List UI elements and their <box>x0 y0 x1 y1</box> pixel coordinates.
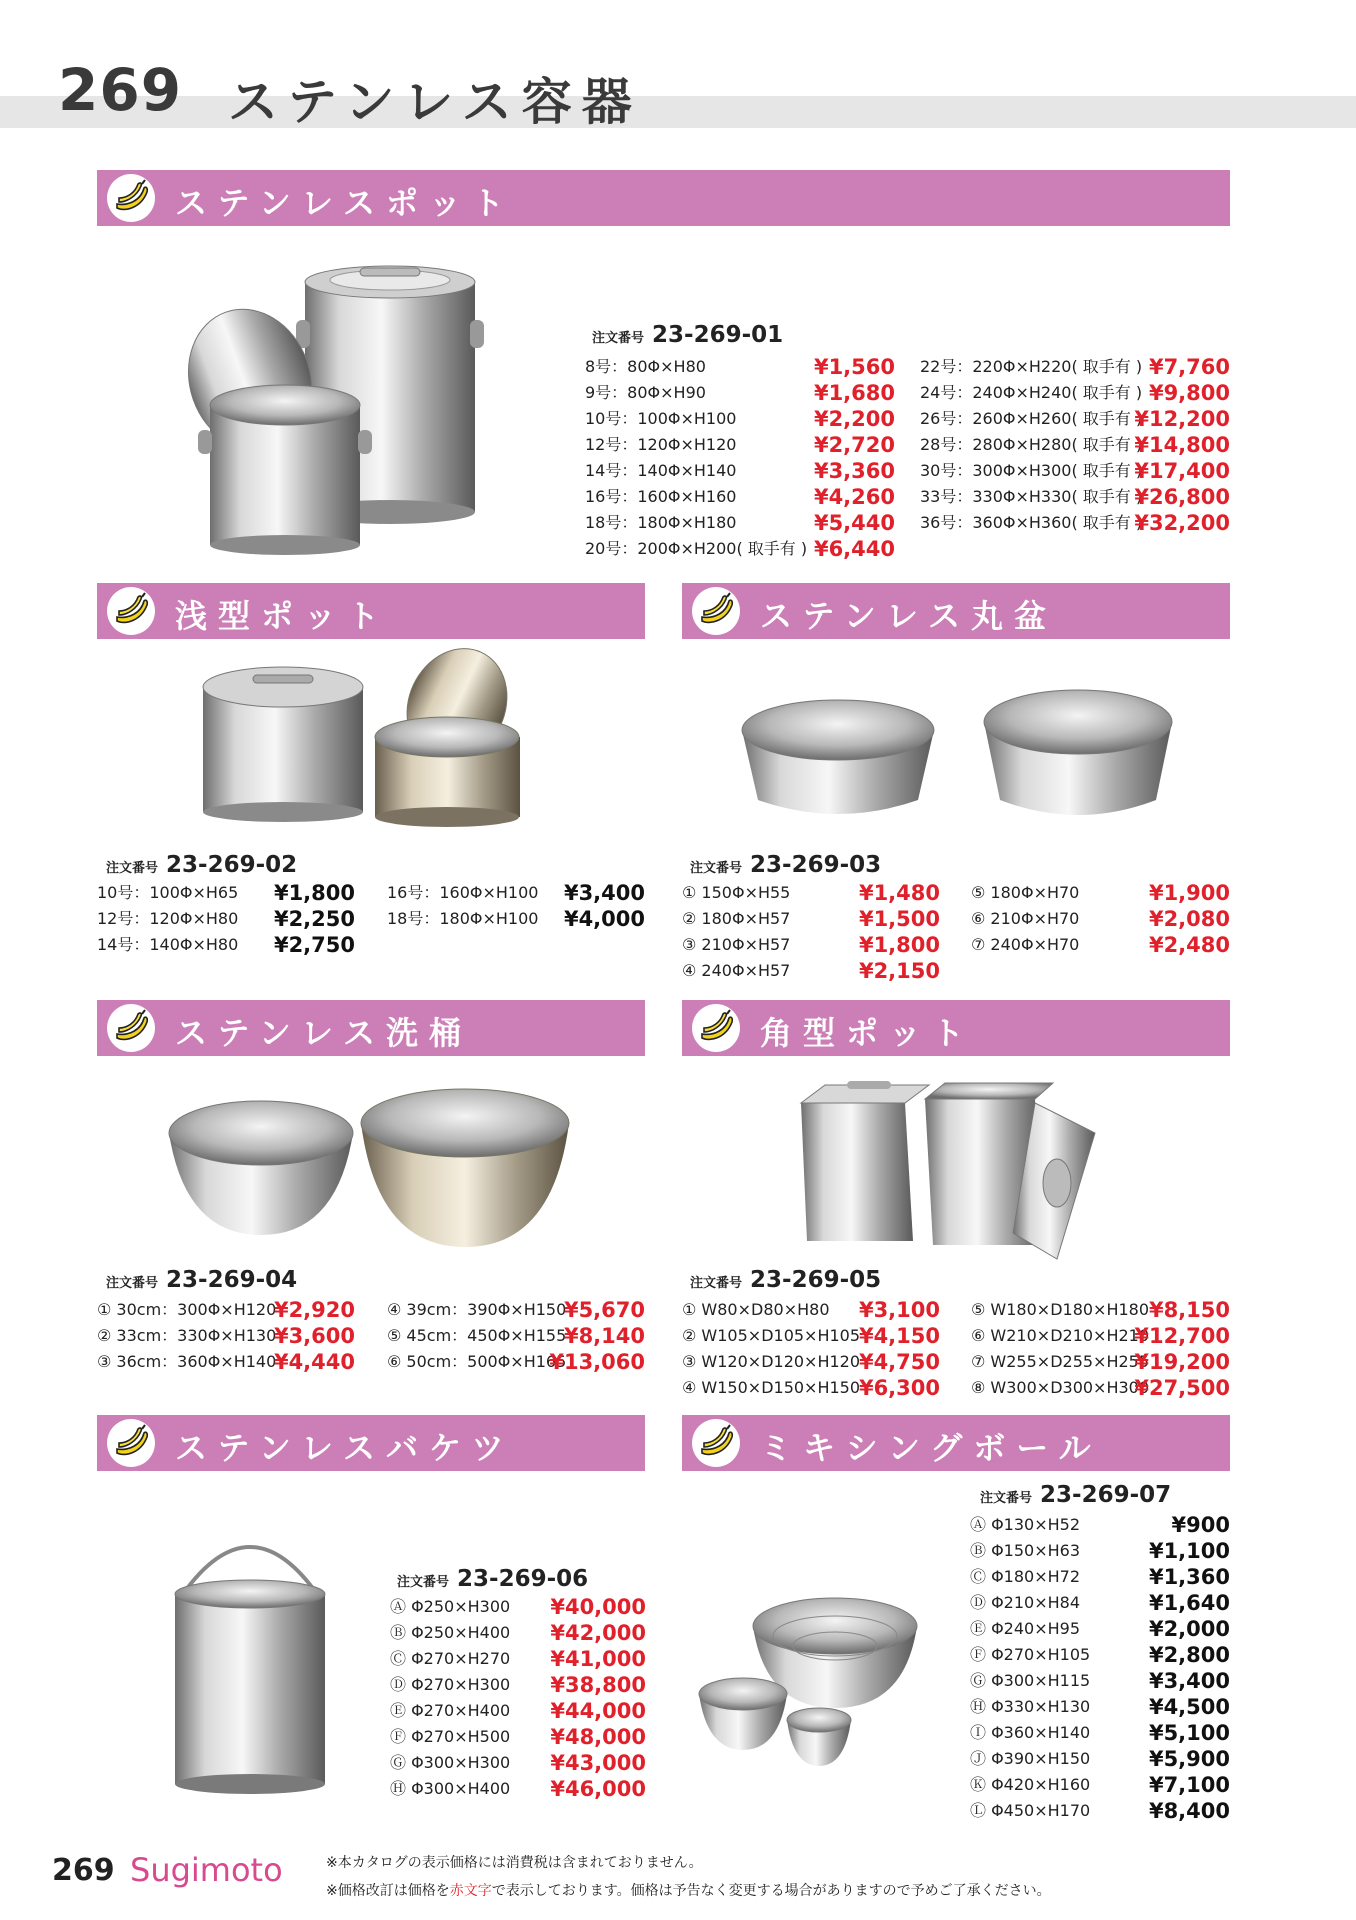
section-title: 角型ポット <box>760 1014 976 1052</box>
item-spec: Ⓓ Φ210×H84 <box>970 1593 1081 1612</box>
price-row <box>390 1750 646 1776</box>
item-price: ¥9,800 <box>1148 381 1230 405</box>
item-price: ¥8,150 <box>1148 1298 1230 1322</box>
price-row <box>971 1323 1230 1349</box>
item-price: ¥1,500 <box>858 907 940 931</box>
item-spec: 30号：300Φ×H300( 取手有 ) <box>920 461 1143 480</box>
price-row <box>970 1512 1230 1538</box>
order-number <box>592 322 783 348</box>
item-price: ¥44,000 <box>550 1699 646 1723</box>
order-code: 23-269-07 <box>1040 1482 1172 1508</box>
item-spec: Ⓐ Φ130×H52 <box>970 1515 1081 1534</box>
price-row <box>585 354 895 380</box>
item-price: ¥4,750 <box>858 1350 940 1374</box>
banana-icon <box>692 1419 740 1467</box>
item-price: ¥46,000 <box>550 1777 646 1801</box>
price-row <box>971 1375 1230 1401</box>
item-spec: ③ 36cm：360Φ×H140 <box>97 1352 277 1371</box>
item-price: ¥12,700 <box>1134 1324 1230 1348</box>
order-label: 注文番号 <box>690 1276 743 1291</box>
price-row <box>390 1724 646 1750</box>
footnote-red-text: 赤文字 <box>449 1883 492 1899</box>
section-bar-bucket <box>97 1415 645 1471</box>
price-row <box>682 1349 940 1375</box>
price-row <box>970 1694 1230 1720</box>
price-row <box>390 1698 646 1724</box>
price-row <box>920 380 1230 406</box>
item-spec: ① 150Φ×H55 <box>682 883 791 902</box>
order-code: 23-269-05 <box>750 1267 882 1293</box>
price-row <box>971 906 1230 932</box>
item-spec: Ⓔ Φ240×H95 <box>970 1619 1081 1638</box>
item-price: ¥19,200 <box>1134 1350 1230 1374</box>
price-row <box>585 510 895 536</box>
item-spec: Ⓑ Φ250×H400 <box>390 1623 511 1642</box>
item-price: ¥27,500 <box>1134 1376 1230 1400</box>
item-spec: Ⓗ Φ330×H130 <box>970 1697 1091 1716</box>
item-price: ¥5,440 <box>813 511 895 535</box>
item-price: ¥43,000 <box>550 1751 646 1775</box>
banana-icon <box>692 1004 740 1052</box>
brand-logo: Sugimoto <box>130 1851 283 1889</box>
order-code: 23-269-02 <box>166 852 298 878</box>
price-row <box>585 536 895 562</box>
footnote-post: で表示しております。価格は予告なく変更する場合がありますので予めご了承ください。 <box>491 1883 1051 1899</box>
price-row <box>682 880 940 906</box>
order-label: 注文番号 <box>106 1276 159 1291</box>
item-spec: ⑦ W255×D255×H255 <box>971 1352 1150 1371</box>
order-label: 注文番号 <box>690 861 743 876</box>
product-photo-round-tray <box>738 680 1198 830</box>
price-row <box>97 1349 355 1375</box>
section-title: ステンレスポット <box>175 184 516 222</box>
item-spec: ⑤ W180×D180×H180 <box>971 1300 1150 1319</box>
item-spec: 10号：100Φ×H100 <box>585 409 737 428</box>
price-row <box>971 932 1230 958</box>
price-row <box>97 906 355 932</box>
item-spec: Ⓗ Φ300×H400 <box>390 1779 511 1798</box>
item-spec: 16号：160Φ×H100 <box>387 883 539 902</box>
item-price: ¥3,100 <box>858 1298 940 1322</box>
item-spec: 28号：280Φ×H280( 取手有 ) <box>920 435 1143 454</box>
banana-icon <box>107 587 155 635</box>
item-spec: ④ W150×D150×H150 <box>682 1378 861 1397</box>
item-price: ¥48,000 <box>550 1725 646 1749</box>
section-title: ステンレスバケツ <box>175 1429 515 1467</box>
item-price: ¥7,100 <box>1148 1773 1230 1797</box>
price-row <box>970 1772 1230 1798</box>
item-spec: ⑤ 45cm：450Φ×H155 <box>387 1326 567 1345</box>
item-spec: Ⓚ Φ420×H160 <box>970 1775 1091 1794</box>
price-row <box>971 1297 1230 1323</box>
item-price: ¥2,480 <box>1148 933 1230 957</box>
item-price: ¥2,200 <box>813 407 895 431</box>
item-spec: 24号：240Φ×H240( 取手有 ) <box>920 383 1143 402</box>
price-row <box>682 958 940 984</box>
item-spec: 22号：220Φ×H220( 取手有 ) <box>920 357 1143 376</box>
item-price: ¥26,800 <box>1134 485 1230 509</box>
price-row <box>970 1720 1230 1746</box>
price-row <box>971 1349 1230 1375</box>
item-price: ¥3,400 <box>1148 1669 1230 1693</box>
banana-icon <box>107 1419 155 1467</box>
item-price: ¥2,920 <box>273 1298 355 1322</box>
item-price: ¥4,440 <box>273 1350 355 1374</box>
price-row <box>970 1616 1230 1642</box>
item-spec: 14号：140Φ×H80 <box>97 935 239 954</box>
item-spec: ⑥ W210×D210×H210 <box>971 1326 1150 1345</box>
item-spec: 14号：140Φ×H140 <box>585 461 737 480</box>
item-spec: ① W80×D80×H80 <box>682 1300 830 1319</box>
price-row <box>920 354 1230 380</box>
price-row <box>585 406 895 432</box>
price-row <box>387 1323 645 1349</box>
header-band <box>0 96 1356 128</box>
item-spec: ⑤ 180Φ×H70 <box>971 883 1080 902</box>
section-title: ステンレス丸盆 <box>760 597 1058 635</box>
price-row <box>97 1297 355 1323</box>
item-price: ¥17,400 <box>1134 459 1230 483</box>
product-photo-stainless-pot <box>180 260 500 560</box>
item-price: ¥3,400 <box>563 881 645 905</box>
item-price: ¥6,440 <box>813 537 895 561</box>
item-price: ¥2,800 <box>1148 1643 1230 1667</box>
banana-icon <box>107 1004 155 1052</box>
item-spec: ③ 210Φ×H57 <box>682 935 791 954</box>
item-spec: ③ W120×D120×H120 <box>682 1352 861 1371</box>
item-price: ¥3,360 <box>813 459 895 483</box>
banana-icon <box>107 174 155 222</box>
item-price: ¥8,140 <box>563 1324 645 1348</box>
order-label: 注文番号 <box>106 861 159 876</box>
item-spec: ⑦ 240Φ×H70 <box>971 935 1080 954</box>
section-bar-stainless-pot <box>97 170 1230 226</box>
page-title: ステンレス容器 <box>228 73 642 131</box>
item-spec: ④ 240Φ×H57 <box>682 961 791 980</box>
item-price: ¥38,800 <box>550 1673 646 1697</box>
item-spec: 8号：80Φ×H80 <box>585 357 706 376</box>
price-row <box>920 510 1230 536</box>
order-label: 注文番号 <box>980 1491 1033 1506</box>
footnote-tax: ※本カタログの表示価格には消費税は含まれておりません。 <box>326 1855 703 1871</box>
product-photo-bucket <box>165 1520 335 1795</box>
item-price: ¥7,760 <box>1148 355 1230 379</box>
price-row <box>390 1646 646 1672</box>
item-price: ¥12,200 <box>1134 407 1230 431</box>
order-code: 23-269-06 <box>457 1566 589 1592</box>
section-title: ステンレス洗桶 <box>175 1014 473 1052</box>
item-spec: 33号：330Φ×H330( 取手有 ) <box>920 487 1143 506</box>
product-photo-shallow-pot <box>195 645 535 835</box>
price-row <box>971 880 1230 906</box>
order-number <box>690 1267 881 1293</box>
item-spec: Ⓔ Φ270×H400 <box>390 1701 511 1720</box>
order-label: 注文番号 <box>592 331 645 346</box>
order-number <box>106 852 297 878</box>
footnote-pre: ※価格改訂は価格を <box>326 1883 450 1899</box>
price-row <box>387 906 645 932</box>
item-spec: Ⓕ Φ270×H500 <box>390 1727 511 1746</box>
item-price: ¥1,800 <box>273 881 355 905</box>
item-price: ¥1,680 <box>813 381 895 405</box>
price-row <box>920 484 1230 510</box>
item-price: ¥2,250 <box>273 907 355 931</box>
item-price: ¥32,200 <box>1134 511 1230 535</box>
item-price: ¥14,800 <box>1134 433 1230 457</box>
item-price: ¥6,300 <box>858 1376 940 1400</box>
item-spec: Ⓖ Φ300×H300 <box>390 1753 511 1772</box>
order-number <box>980 1482 1171 1508</box>
price-row <box>920 432 1230 458</box>
price-row <box>970 1590 1230 1616</box>
item-spec: ② 180Φ×H57 <box>682 909 791 928</box>
product-photo-wash-basin <box>165 1085 585 1255</box>
price-row <box>970 1642 1230 1668</box>
item-price: ¥41,000 <box>550 1647 646 1671</box>
price-row <box>682 1297 940 1323</box>
price-row <box>97 1323 355 1349</box>
item-spec: Ⓘ Φ360×H140 <box>970 1723 1091 1742</box>
item-spec: 18号：180Φ×H180 <box>585 513 737 532</box>
item-spec: ② W105×D105×H105 <box>682 1326 861 1345</box>
item-price: ¥1,360 <box>1148 1565 1230 1589</box>
item-price: ¥40,000 <box>550 1595 646 1619</box>
item-spec: Ⓐ Φ250×H300 <box>390 1597 511 1616</box>
item-spec: ② 33cm：330Φ×H130 <box>97 1326 277 1345</box>
item-spec: Ⓑ Φ150×H63 <box>970 1541 1081 1560</box>
item-price: ¥1,480 <box>858 881 940 905</box>
item-price: ¥42,000 <box>550 1621 646 1645</box>
item-price: ¥4,150 <box>858 1324 940 1348</box>
item-price: ¥2,750 <box>273 933 355 957</box>
order-code: 23-269-04 <box>166 1267 298 1293</box>
item-spec: Ⓛ Φ450×H170 <box>970 1801 1091 1820</box>
item-spec: ④ 39cm：390Φ×H150 <box>387 1300 567 1319</box>
price-row <box>387 880 645 906</box>
price-row <box>585 458 895 484</box>
item-spec: 20号：200Φ×H200( 取手有 ) <box>585 539 808 558</box>
item-spec: Ⓖ Φ300×H115 <box>970 1671 1091 1690</box>
price-row <box>682 1375 940 1401</box>
section-bar-shallow-pot <box>97 583 645 639</box>
price-row <box>97 880 355 906</box>
item-price: ¥5,670 <box>563 1298 645 1322</box>
section-title: 浅型ポット <box>175 597 391 635</box>
price-row <box>970 1668 1230 1694</box>
item-spec: Ⓒ Φ270×H270 <box>390 1649 511 1668</box>
item-spec: Ⓙ Φ390×H150 <box>970 1749 1091 1768</box>
item-price: ¥1,560 <box>813 355 895 379</box>
section-bar-square-pot <box>682 1000 1230 1056</box>
price-row <box>970 1564 1230 1590</box>
item-price: ¥4,500 <box>1148 1695 1230 1719</box>
item-price: ¥1,900 <box>1148 881 1230 905</box>
item-spec: Ⓒ Φ180×H72 <box>970 1567 1081 1586</box>
price-row <box>970 1746 1230 1772</box>
price-row <box>390 1672 646 1698</box>
price-row <box>585 432 895 458</box>
item-spec: ⑥ 210Φ×H70 <box>971 909 1080 928</box>
price-row <box>970 1538 1230 1564</box>
price-row <box>970 1798 1230 1824</box>
item-price: ¥1,100 <box>1148 1539 1230 1563</box>
item-price: ¥2,080 <box>1148 907 1230 931</box>
page-number-footer: 269 <box>52 1853 115 1888</box>
item-price: ¥1,640 <box>1148 1591 1230 1615</box>
order-number <box>397 1566 588 1592</box>
item-spec: ⑧ W300×D300×H300 <box>971 1378 1150 1397</box>
item-spec: 10号：100Φ×H65 <box>97 883 239 902</box>
price-row <box>682 1323 940 1349</box>
item-price: ¥2,000 <box>1148 1617 1230 1641</box>
product-photo-square-pot <box>795 1073 1115 1263</box>
item-spec: Ⓓ Φ270×H300 <box>390 1675 511 1694</box>
footnote-price-revision <box>326 1880 1051 1900</box>
price-row <box>387 1297 645 1323</box>
section-bar-wash-basin <box>97 1000 645 1056</box>
order-label: 注文番号 <box>397 1575 450 1590</box>
item-spec: 36号：360Φ×H360( 取手有 ) <box>920 513 1143 532</box>
section-bar-mixing-bowl <box>682 1415 1230 1471</box>
price-row <box>920 458 1230 484</box>
item-spec: 18号：180Φ×H100 <box>387 909 539 928</box>
product-photo-mixing-bowl <box>693 1590 963 1770</box>
section-title: ミキシングボール <box>760 1429 1102 1467</box>
item-spec: ① 30cm：300Φ×H120 <box>97 1300 277 1319</box>
item-price: ¥5,100 <box>1148 1721 1230 1745</box>
item-spec: 12号：120Φ×H120 <box>585 435 737 454</box>
item-price: ¥900 <box>1171 1513 1230 1537</box>
item-price: ¥13,060 <box>549 1350 645 1374</box>
item-price: ¥3,600 <box>273 1324 355 1348</box>
price-row <box>585 484 895 510</box>
price-row <box>682 906 940 932</box>
price-row <box>390 1620 646 1646</box>
item-price: ¥2,150 <box>858 959 940 983</box>
price-row <box>682 932 940 958</box>
order-code: 23-269-01 <box>652 322 784 348</box>
item-spec: 9号：80Φ×H90 <box>585 383 706 402</box>
price-row <box>390 1594 646 1620</box>
section-bar-round-tray <box>682 583 1230 639</box>
item-price: ¥1,800 <box>858 933 940 957</box>
item-spec: 12号：120Φ×H80 <box>97 909 239 928</box>
item-price: ¥4,260 <box>813 485 895 509</box>
item-spec: 26号：260Φ×H260( 取手有 ) <box>920 409 1143 428</box>
item-price: ¥8,400 <box>1148 1799 1230 1823</box>
price-row <box>585 380 895 406</box>
item-spec: Ⓕ Φ270×H105 <box>970 1645 1091 1664</box>
order-number <box>106 1267 297 1293</box>
price-row <box>97 932 355 958</box>
item-spec: 16号：160Φ×H160 <box>585 487 737 506</box>
price-row <box>390 1776 646 1802</box>
item-price: ¥4,000 <box>563 907 645 931</box>
price-row <box>920 406 1230 432</box>
item-price: ¥5,900 <box>1148 1747 1230 1771</box>
order-code: 23-269-03 <box>750 852 882 878</box>
page-number-header: 269 <box>58 56 183 124</box>
item-price: ¥2,720 <box>813 433 895 457</box>
banana-icon <box>692 587 740 635</box>
item-spec: ⑥ 50cm：500Φ×H165 <box>387 1352 567 1371</box>
order-number <box>690 852 881 878</box>
price-row <box>387 1349 645 1375</box>
